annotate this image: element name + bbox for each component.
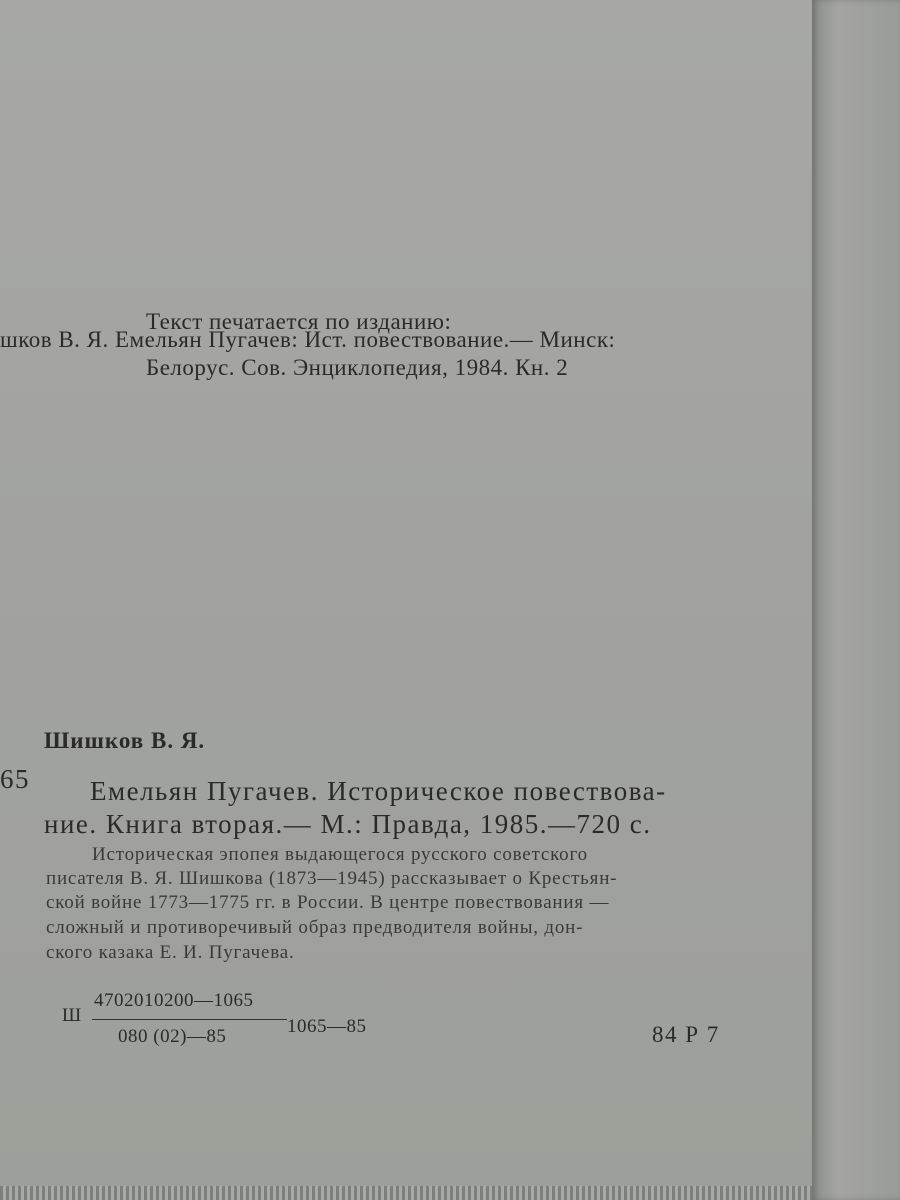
source-note-line-2: шков В. Я. Емельян Пугачев: Ист. повествование.— Минск: — [0, 327, 616, 352]
code-numerator: 4702010200—1065 — [94, 990, 254, 1011]
annotation-line-2: писателя В. Я. Шишкова (1873—1945) рассказывает о Крестьян- — [46, 868, 618, 889]
catalog-author: Шишков В. Я. — [44, 728, 206, 753]
annotation-line-1: Историческая эпопея выдающегося русского советского — [92, 844, 588, 865]
page-edge — [0, 1186, 812, 1200]
code-suffix: 1065—85 — [287, 1016, 367, 1037]
annotation-line-4: сложный и противоречивый образ предводителя войны, дон- — [46, 917, 584, 938]
code-denominator: 080 (02)—85 — [118, 1026, 227, 1047]
annotation-line-5: ского казака Е. И. Пугачева. — [46, 942, 295, 963]
catalog-title-line-1: Емельян Пугачев. Историческое повествова- — [90, 776, 667, 806]
source-note-line-3: Белорус. Сов. Энциклопедия, 1984. Кн. 2 — [146, 355, 569, 380]
catalog-title-line-2: ние. Книга вторая.— М.: Правда, 1985.—720 с. — [44, 809, 652, 839]
source-note-line-1: Текст печатается по изданию: — [146, 309, 452, 334]
code-prefix: Ш — [62, 1005, 82, 1026]
book-gutter — [812, 0, 900, 1200]
annotation-line-3: ской войне 1773—1775 гг. в России. В центре повествования — — [46, 892, 610, 913]
fraction-rule — [92, 1019, 287, 1020]
catalog-index-fragment: 65 — [0, 764, 30, 794]
bbk-code: 84 Р 7 — [652, 1022, 720, 1047]
